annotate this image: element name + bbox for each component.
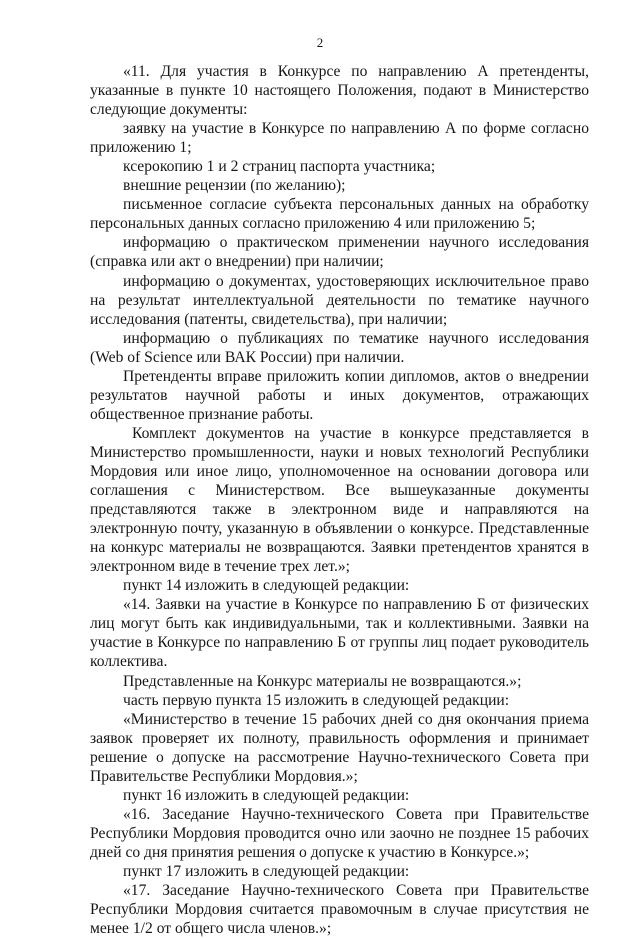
paragraph-item-15: «Министерство в течение 15 рабочих дней со дня окончания приема заявок проверяет их полноту, правильность оформления и принимает решение о допуске на рассмотрение Научно-технического Совета при Правительстве Республики Мордовия.»;	[90, 710, 589, 785]
paragraph-document-package: Комплект документов на участие в конкурсе представляется в Министерство промышленности, науки и новых технологий Республики Мордовия или иное лицо, уполномоченное на основании договора или соглашения с Министерством. Все вышеуказанные документы представляются также в электронном виде и направляются на электронную почту, указанную в объявлении о конкурсе. Представленные на конкурс материалы не возвращаются. Заявки претендентов хранятся в электронном виде в течение трех лет.»;	[90, 424, 589, 576]
instruction-item-14: пункт 14 изложить в следующей редакции:	[123, 577, 410, 595]
list-item-application: заявку на участие в Конкурсе по направлению А по форме согласно приложению 1;	[90, 120, 589, 157]
paragraph-diplomas: Претенденты вправе приложить копии дипломов, актов о внедрении результатов научной работы и иных документов, отражающих общественное признание работы.	[90, 367, 589, 423]
paragraph-item-11: «11. Для участия в Конкурсе по направлению А претенденты, указанные в пункте 10 настоящего Положения, подают в Министерство следующие документы:	[90, 63, 589, 119]
paragraph-item-14: «14. Заявки на участие в Конкурсе по направлению Б от физических лиц могут быть как индивидуальными, так и коллективными. Заявки на участие в Конкурсе по направлению Б от группы лиц подает руководитель коллектива.	[90, 596, 589, 671]
document-body	[90, 62, 589, 938]
instruction-item-15: часть первую пункта 15 изложить в следующей редакции:	[123, 691, 510, 709]
paragraph-item-17: «17. Заседание Научно-технического Совета при Правительстве Республики Мордовия считается правомочным в случае присутствия не менее 1/2 от общего числа членов.»;	[90, 882, 589, 938]
list-item-patents: информацию о документах, удостоверяющих исключительное право на результат интеллектуальной деятельности по тематике научного исследования (патенты, свидетельства), при наличии;	[90, 272, 589, 328]
paragraph-materials-returned: Представленные на Конкурс материалы не возвращаются.»;	[123, 672, 522, 690]
list-item-external-reviews: внешние рецензии (по желанию);	[123, 177, 346, 195]
list-item-practical-use: информацию о практическом применении научного исследования (справка или акт о внедрении) при наличии;	[90, 234, 589, 271]
list-item-passport-copy: ксерокопию 1 и 2 страниц паспорта участника;	[123, 158, 436, 176]
instruction-item-17: пункт 17 изложить в следующей редакции:	[123, 862, 410, 880]
paragraph-item-16: «16. Заседание Научно-технического Совета при Правительстве Республики Мордовия проводится очно или заочно не позднее 15 рабочих дней со дня принятия решения о допуске к участию в Конкурсе.»;	[90, 805, 589, 861]
list-item-consent: письменное согласие субъекта персональных данных на обработку персональных данных согласно приложению 4 или приложению 5;	[90, 196, 589, 233]
page-number: 2	[316, 35, 324, 50]
list-item-publications: информацию о публикациях по тематике научного исследования (Web of Science или ВАК России) при наличии.	[90, 329, 589, 366]
instruction-item-16: пункт 16 изложить в следующей редакции:	[123, 786, 410, 804]
